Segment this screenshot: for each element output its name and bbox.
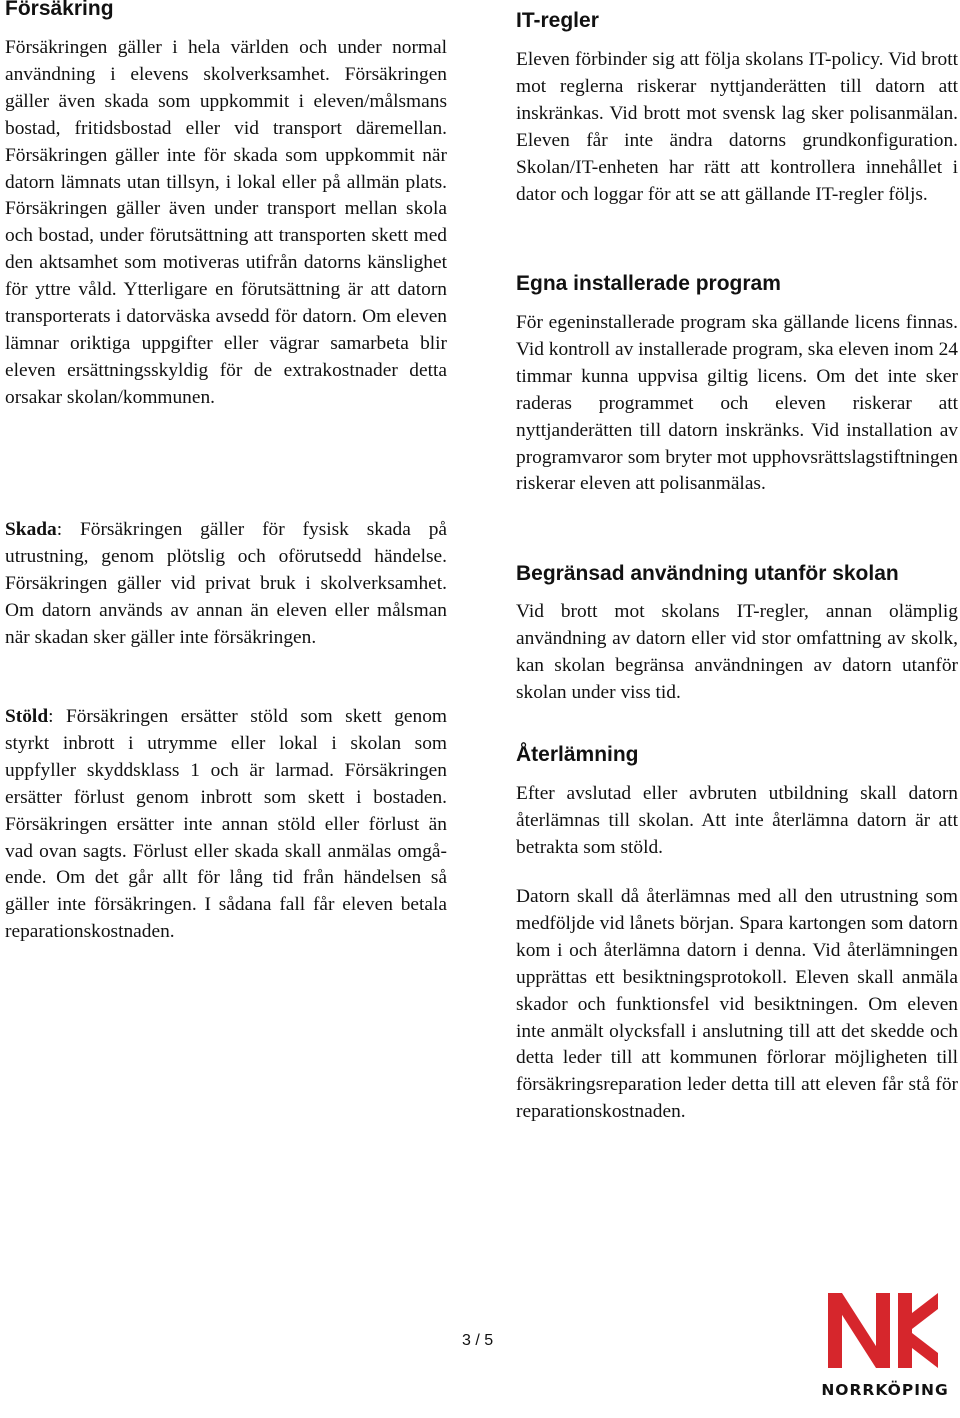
- paragraph-forsakring-intro: Försäkringen gäller i hela världen och under normal användning i elevens skolverksamhet. Försäkringen gäller även skada som uppkommit i eleven/målsmans bostad, fritidsbostad eller vid transport däremellan. Försäkringen gäller inte för skada som uppkommit när datorn lämnats utan tillsyn, i lokal eller på allmän plats. Försäkringen gäller även under transport mellan skola och bostad, under förutsättning att transporten skett med den aktsamhet som motiveras utifrån datorns känslighet för yttre våld. Ytterligare en förutsättning är att datorn transporterats i datorväska avsedd för datorn. Om eleven lämnar oriktiga uppgifter eller vägrar samarbeta blir eleven ersättningsskyldig för de extrakostnader detta orsakar skolan/kommunen.: [5, 37, 447, 408]
- text-stold: : Försäkringen ersätter stöld som skett genom styrkt inbrott i utrymme eller lokal i skolan som uppfyller skyddsklass 1 och är larmad. Försäkringen ersätter förlust genom inbrott som skett i bostaden. Försäkringen ersätter inte annan stöld eller förlust än vad ovan sagts. Förlust eller skada skall anmälas omgående. Om det går allt för lång tid från händelsen så gäller inte försäkringen. I sådana fall får eleven betala reparationskostnaden.: [5, 706, 447, 943]
- paragraph-skada: [5, 517, 447, 652]
- paragraph-it-regler: Eleven förbinder sig att följa skolans IT-policy. Vid brott mot reglerna riskerar nyttjanderätten till datorn att inskränkas. Vid brott mot svensk lag sker polisanmälan. Eleven får inte ändra datorns grundkonfiguration. Skolan/IT-enheten har rätt att kontrollera innehållet i dator och loggar för att se att gällande IT-regler följs.: [516, 49, 958, 205]
- page-number: 3 / 5: [462, 1332, 494, 1349]
- label-skada: Skada: [5, 519, 57, 540]
- paragraph-aterlamning-2: Datorn skall då återlämnas med all den utrustning som medföljde vid lånets början. Spara kartongen som datorn kom i och återlämna datorn i denna. Vid återlämningen upprättas ett besiktningsprotokoll. Eleven skall anmäla skador och funktionsfel vid besiktningen. Om eleven inte anmält olycksfall i anslutning till att det skedde och detta leder till att kommunen förlorar möjligheten till försäkringsreparation leder detta till att eleven får stå för reparationskostnaden.: [516, 886, 958, 1123]
- logo-bar-middle: [876, 1293, 890, 1368]
- paragraph-aterlamning-1: Efter avslutad eller avbruten utbildning skall datorn återlämnas till skolan. Att inte återlämna datorn är att betrakta som stöld.: [516, 783, 958, 858]
- paragraph-begransad-anvandning: Vid brott mot skolans IT-regler, annan olämplig användning av datorn eller vid stor omfattning av skolk, kan skolan begränsa användningen av datorn utanför skolan under viss tid.: [516, 601, 958, 703]
- heading-begransad-anvandning: Begränsad användning utanför skolan: [516, 562, 899, 585]
- heading-it-regler: IT-regler: [516, 9, 599, 32]
- heading-forsakring: Försäkring: [5, 0, 114, 20]
- logo-text: NORRKÖPING: [821, 1381, 949, 1399]
- logo-bar-right: [898, 1293, 912, 1368]
- logo-arm-lower: [912, 1333, 938, 1368]
- norrkoping-logo: [808, 1283, 956, 1413]
- heading-egna-program: Egna installerade program: [516, 272, 781, 295]
- text-skada: : Försäkringen gäller för fysisk skada på utrustning, genom plötslig och oförutsedd händelse. Försäkringen gäller vid privat bruk i skolverksamhet. Om datorn används av annan än eleven eller målsman när skadan sker gäller inte försäkringen.: [5, 519, 447, 648]
- label-stold: Stöld: [5, 706, 49, 727]
- heading-aterlamning: Återlämning: [516, 743, 639, 766]
- paragraph-egna-program: För egeninstallerade program ska gällande licens finnas. Vid kontroll av installerade program, ska eleven inom 24 timmar kunna uppvisa giltig licens. Om det inte sker raderas programmet och eleven riskerar att nyttjanderätten till datorn inskränks. Vid installation av programvaror som bryter mot upphovsrättslagstiftningen riskerar eleven att polisanmälas.: [516, 312, 959, 495]
- paragraph-stold: [5, 704, 447, 946]
- logo-arm-upper: [912, 1293, 938, 1329]
